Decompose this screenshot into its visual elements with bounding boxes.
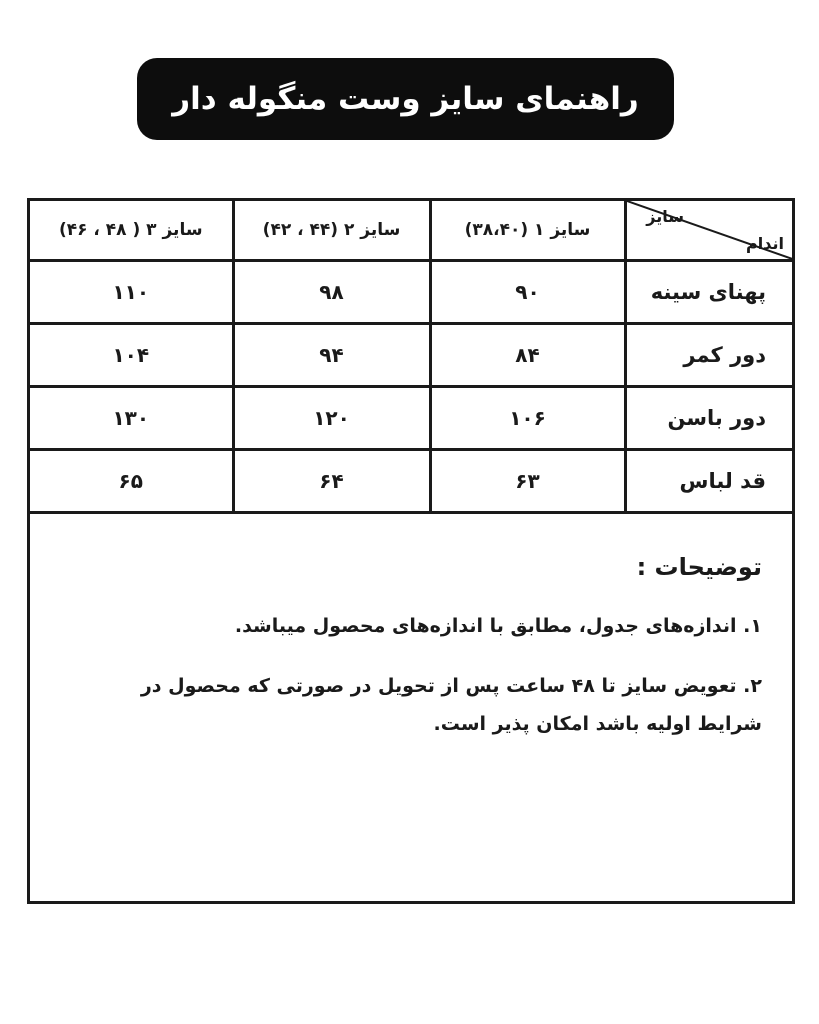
- corner-body-label: اندام: [746, 234, 784, 253]
- note-item: ۱. اندازه‌های جدول، مطابق با اندازه‌های محصول میباشد.: [234, 615, 762, 637]
- size-3-header: سایز ۳ ( ۴۸ ، ۴۶): [30, 201, 233, 261]
- row-label: پهنای سینه: [625, 261, 792, 324]
- row-label: قد لباس: [625, 450, 792, 513]
- corner-header: [625, 201, 792, 261]
- cell-value: ۶۴: [233, 450, 430, 513]
- cell-value: ۹۸: [233, 261, 430, 324]
- size-2-header: سایز ۲ (۴۴ ، ۴۲): [233, 201, 430, 261]
- size-guide-frame: [27, 198, 795, 904]
- cell-value: ۱۳۰: [30, 387, 233, 450]
- cell-value: ۱۰۴: [30, 324, 233, 387]
- notes-title: توضیحات :: [636, 553, 762, 581]
- corner-size-label: سایز: [646, 207, 684, 226]
- cell-value: ۶۵: [30, 450, 233, 513]
- table-row: [30, 261, 792, 324]
- note-item: ۲. تعویض سایز تا ۴۸ ساعت پس از تحویل در صورتی که محصول در شرایط اولیه باشد امکان پذیر است.: [140, 675, 762, 735]
- size-table: [30, 201, 792, 514]
- cell-value: ۹۰: [430, 261, 625, 324]
- table-row: [30, 450, 792, 513]
- cell-value: ۱۰۶: [430, 387, 625, 450]
- cell-value: ۱۲۰: [233, 387, 430, 450]
- table-row: [30, 324, 792, 387]
- cell-value: ۹۴: [233, 324, 430, 387]
- row-label: دور کمر: [625, 324, 792, 387]
- cell-value: ۸۴: [430, 324, 625, 387]
- cell-value: ۶۳: [430, 450, 625, 513]
- row-label: دور باسن: [625, 387, 792, 450]
- cell-value: ۱۱۰: [30, 261, 233, 324]
- notes-section: [122, 553, 762, 765]
- size-1-header: سایز ۱ (۳۸،۴۰): [430, 201, 625, 261]
- title-banner: [137, 58, 674, 140]
- page-title: راهنمای سایز وست منگوله دار: [172, 81, 639, 117]
- table-row: [30, 387, 792, 450]
- table-header-row: [30, 201, 792, 261]
